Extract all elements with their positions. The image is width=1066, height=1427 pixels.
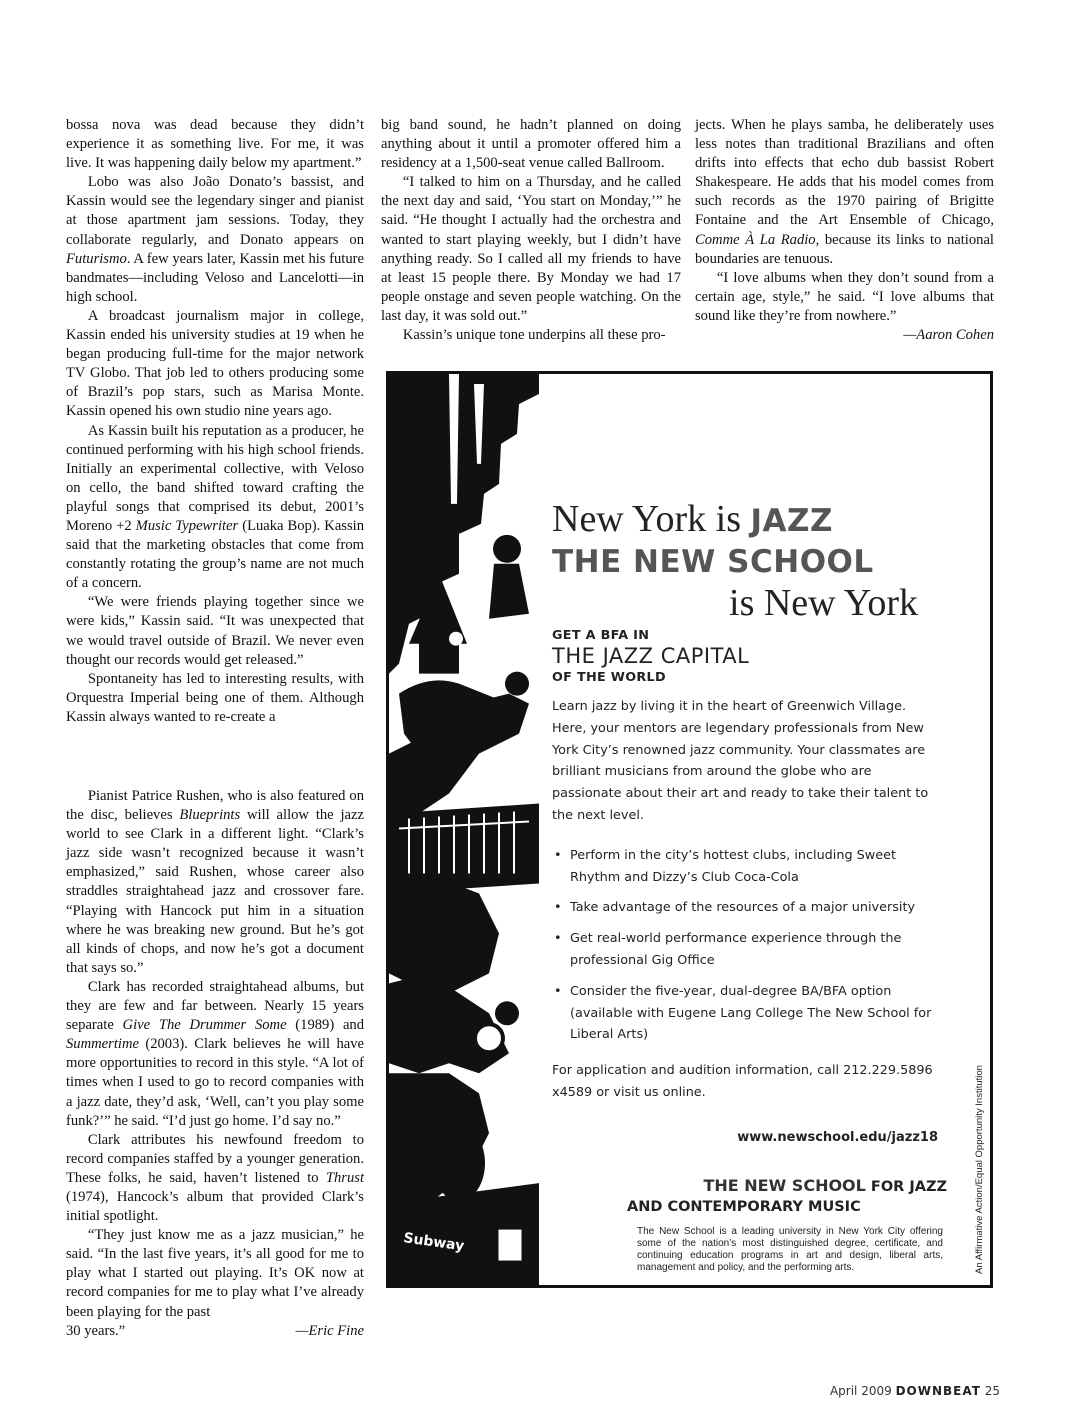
page-footer — [830, 1384, 1000, 1398]
ad-description: The New School is a leading university in New York City offering some of the nation’s most distinguished degree, certificate, and continuing education programs in art and design, liberal arts, management and policy, and the performing arts. — [637, 1226, 943, 1273]
ad-body — [552, 627, 944, 1104]
ad-bullet: • Get real-world performance experience through the professional Gig Office — [552, 928, 944, 972]
subway-sign: Subway — [402, 1230, 466, 1255]
ad-url-link[interactable]: www.newschool.edu/jazz18 — [737, 1130, 938, 1145]
paragraph: “They just know me as a jazz musician,” he said. “In the last five years, it’s all good for me to play what I started out playing. It’s OK now at record companies for me to play what I’ve already been playing for the past — [66, 1227, 364, 1320]
paragraph: Clark has recorded straightahead albums, but they are few and far between. Nearly 15 years separate Give The Drummer Some (1989) and Summertime (2003). Clark believes he will have more opportunities to record in this style. “A lot of times when I used to go to record companies with a jazz date, they’d ask, ‘Well, can’t you play some funk?’” he said. “I’d just go home. I’d say no.” — [66, 978, 365, 1129]
article-column-left-bottom — [66, 787, 364, 1341]
paragraph: jects. When he plays samba, he deliberately uses less notes than traditional Brazilians and often drifts into effects that echo dub bassist Robert Shakespeare. He adds that his model comes from such records as the 1970 pairing of Brigitte Fontaine and the Art Ensemble of Chicago, Comme À La Radio, because its links to national boundaries are tenuous. — [695, 117, 994, 267]
paragraph: Lobo was also João Donato’s bassist, and Kassin would see the legendary singer and pianist at those apartment jam sessions. Today, they collaborate regularly, and Donato appears on Futurismo. A few years later, Kassin met his future bandmates—including Veloso and Lancelotti—in high school. — [66, 174, 364, 305]
new-school-advertisement — [386, 371, 993, 1288]
paragraph: bossa nova was dead because they didn’t experience it as something live. For me, it was live. It was happening daily below my apartment.” — [66, 117, 364, 172]
article-column-right — [695, 116, 994, 345]
paragraph: Spontaneity has led to interesting results, with Orquestra Imperial being one of them. Although Kassin always wanted to re-create a — [66, 670, 364, 725]
page-number: 25 — [984, 1384, 1000, 1398]
jazz-capital-heading: THE JAZZ CAPITAL — [552, 644, 750, 668]
ad-bullet: • Take advantage of the resources of a major university — [552, 897, 944, 919]
headline-line-2: THE NEW SCHOOL — [552, 544, 874, 580]
magazine-name: DOWNBEAT — [895, 1384, 981, 1398]
jazz-collage-art — [389, 374, 539, 1285]
byline-row — [66, 1322, 364, 1341]
ad-headline — [552, 498, 972, 624]
ad-intro: Learn jazz by living it in the heart of Greenwich Village. Here, your mentors are legendary professionals from New York City’s renowned jazz community. Your classmates are brilliant musicians from around the globe who are passionate about their art and ready to take their talent to the next level. — [552, 699, 929, 823]
get-bfa-heading: GET A BFA IN — [552, 628, 650, 643]
article-column-left-top — [66, 116, 364, 727]
paragraph: “I love albums when they don’t sound from a certain age, style,” he said. “I love albums that sound like they’re from nowhere.” — [695, 269, 994, 324]
paragraph: big band sound, he hadn’t planned on doing anything about it until a promoter offered him a residency at a 1,500-seat venue called Ballroom. — [381, 117, 681, 172]
paragraph-end: 30 years.” — [66, 1322, 126, 1339]
ad-contact: For application and audition information, call 212.229.5896 x4589 or visit us online. — [552, 1063, 933, 1100]
paragraph: “We were friends playing together since we were kids,” Kassin said. “It was unexpected that we would travel outside of Brazil. We never even thought our records would get released.” — [66, 594, 364, 668]
paragraph: Clark attributes his newfound freedom to record companies staffed by a younger generation. These folks, he said, haven’t listened to Thrust (1974), Hancock’s album that provided Clark’s initial spotlight. — [66, 1131, 364, 1225]
ad-bullet: • Consider the five-year, dual-degree BA/BFA option (available with Eugene Lang College The New School for Liberal Arts) — [552, 981, 944, 1046]
paragraph: As Kassin built his reputation as a producer, he continued performing with his high school friends. Initially an experimental collective, with Veloso on cello, the band shifted toward crafting the playful songs that comprised its debut, 2001’s Moreno +2 Music Typewriter (Luaka Bop). Kassin said that the marketing obstacles that come from constantly rotating the group’s name are not much of a concern. — [66, 422, 365, 592]
new-school-logo: THE NEW SCHOOL FOR JAZZ AND CONTEMPORARY MUSIC — [627, 1176, 947, 1215]
paragraph: A broadcast journalism major in college, Kassin ended his university studies at 19 when he began producing full-time for the major network TV Globo. That job led to others producing some of Brazil’s pop stars, such as Marisa Monte. Kassin opened his own studio nine years ago. — [66, 307, 364, 420]
article-column-middle — [381, 116, 681, 345]
ad-bullet: • Perform in the city’s hottest clubs, including Sweet Rhythm and Dizzy’s Club Coca-Cola — [552, 845, 944, 889]
byline: —Eric Fine — [295, 1322, 364, 1339]
byline: —Aaron Cohen — [903, 327, 994, 344]
headline-line-1: New York is JAZZ — [552, 498, 833, 540]
affirmative-action-note: An Affirmative Action/Equal Opportunity Institution — [974, 1065, 985, 1274]
paragraph: Kassin’s unique tone underpins all these pro- — [402, 327, 666, 344]
issue-date: April 2009 — [829, 1384, 892, 1398]
of-world-heading: OF THE WORLD — [552, 670, 666, 685]
paragraph: Pianist Patrice Rushen, who is also featured on the disc, believes Blueprints will allow the jazz world to see Clark in a different light. “Clark’s jazz side wasn’t recognized because it wasn’t emphasized,” said Rushen, whose career also straddles straightahead jazz and crossover fare. “Playing with Hancock put him in a situation where he was breaking new ground. But he’s got all kinds of chops, and now he’s got a document that says so.” — [66, 788, 364, 976]
paragraph: “I talked to him on a Thursday, and he called the next day and said, ‘You start on Monday,’” he said. “He thought I actually had the orchestra and wanted to start playing weekly, but I didn’t have anything ready. So I called all my friends to have at least 15 people there. By Monday we had 17 people onstage and seven people watching. On the last day, it was sold out.” — [381, 174, 681, 324]
ad-bullet-list — [552, 845, 944, 1046]
headline-line-3: is New York — [729, 582, 918, 624]
